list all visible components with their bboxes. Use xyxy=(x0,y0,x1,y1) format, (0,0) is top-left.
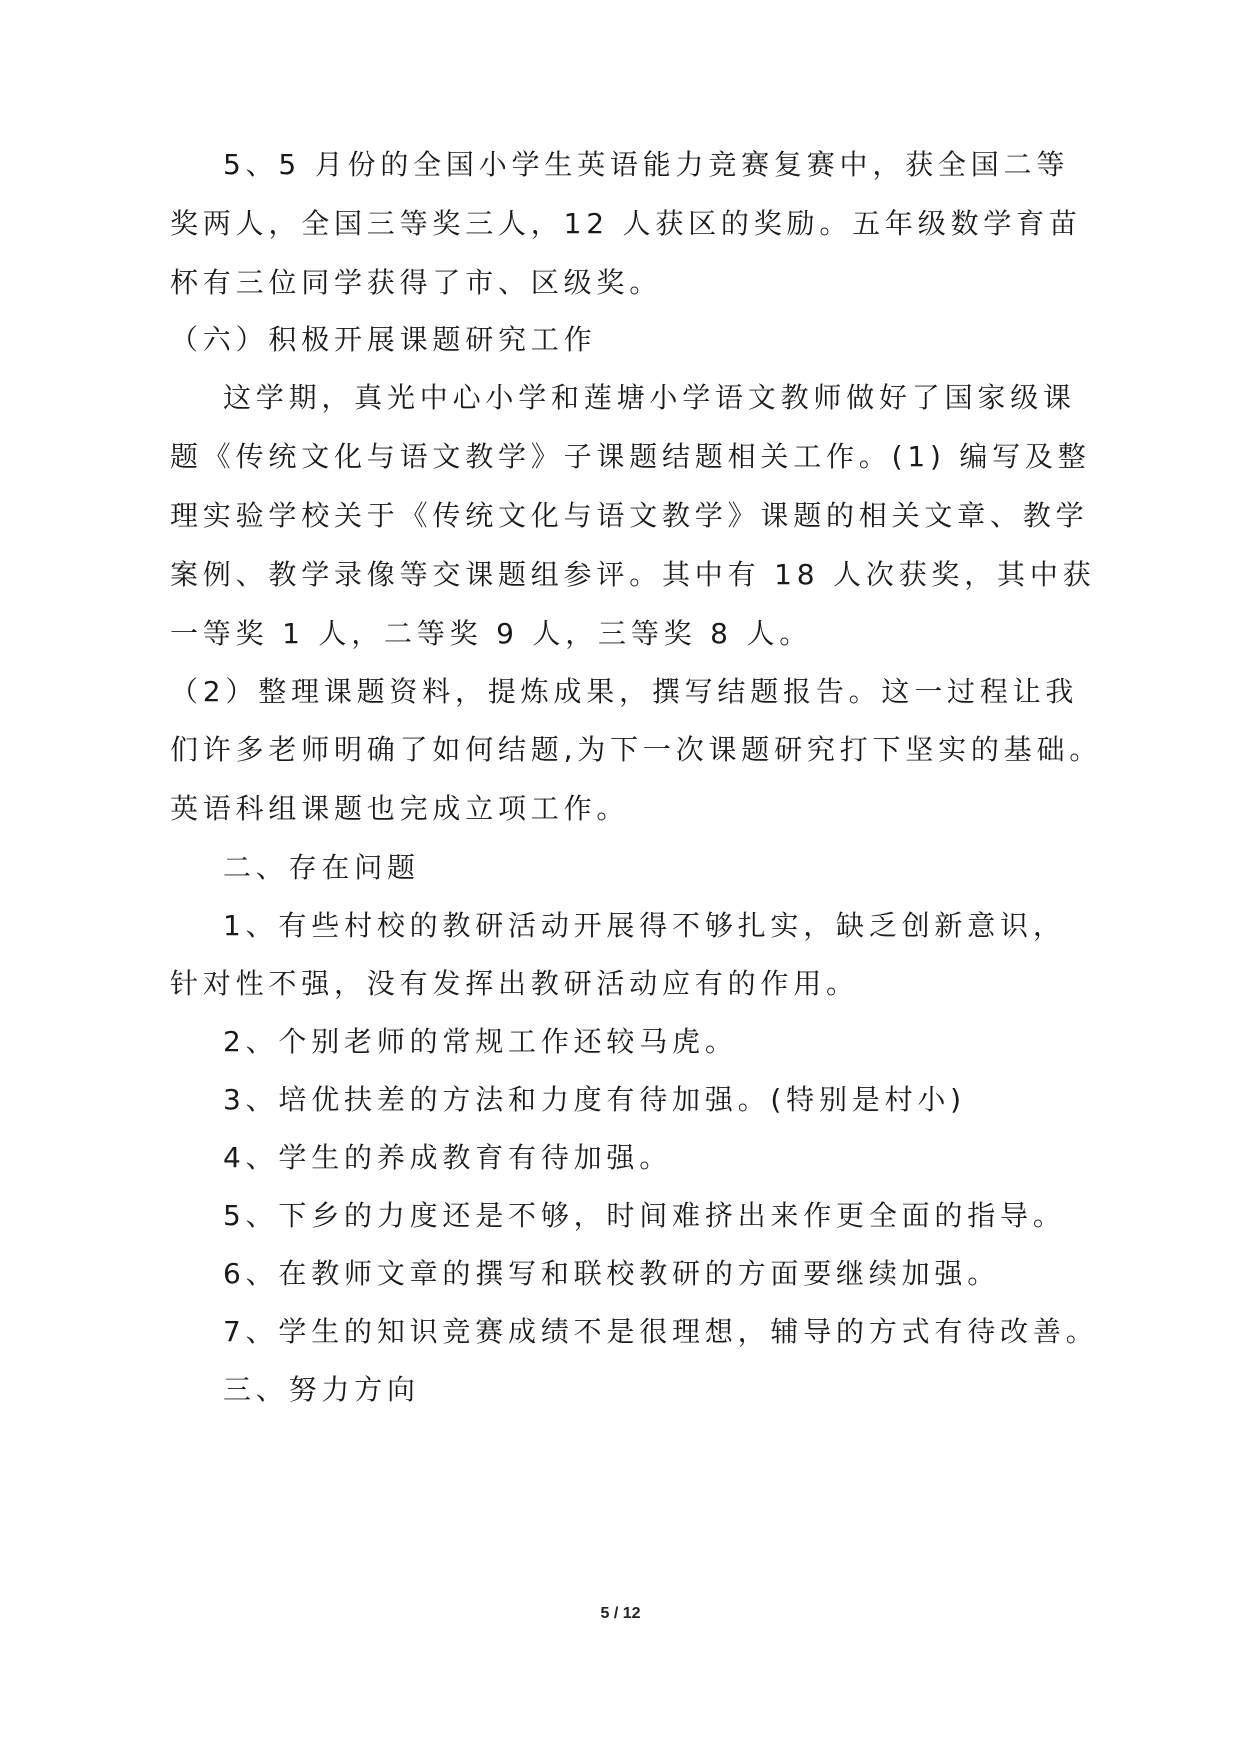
list-item: 1、有些村校的教研活动开展得不够扎实，缺乏创新意识， xyxy=(223,909,1066,942)
list-item: 7、学生的知识竞赛成绩不是很理想，辅导的方式有待改善。 xyxy=(223,1315,1099,1348)
list-item: 3、培优扶差的方法和力度有待加强。(特别是村小) xyxy=(223,1083,966,1116)
list-item: 5、下乡的力度还是不够，时间难挤出来作更全面的指导。 xyxy=(223,1199,1066,1232)
paragraph-line: 这学期，真光中心小学和莲塘小学语文教师做好了国家级课 xyxy=(223,381,1076,414)
list-item: 4、学生的养成教育有待加强。 xyxy=(223,1141,673,1174)
section-heading: 三、努力方向 xyxy=(223,1373,420,1406)
list-item: 2、个别老师的常规工作还较马虎。 xyxy=(223,1025,738,1058)
paragraph-line: （2）整理课题资料，提炼成果，撰写结题报告。这一过程让我 xyxy=(170,675,1079,708)
section-heading: （六）积极开展课题研究工作 xyxy=(170,323,597,356)
paragraph-line: 英语科组课题也完成立项工作。 xyxy=(170,792,630,825)
paragraph-line: 理实验学校关于《传统文化与语文教学》课题的相关文章、教学 xyxy=(170,499,1089,532)
section-heading: 二、存在问题 xyxy=(223,851,420,884)
paragraph-line: 题《传统文化与语文教学》子课题结题相关工作。(1) 编写及整 xyxy=(170,440,1091,473)
paragraph-line: 一等奖 1 人，二等奖 9 人，三等奖 8 人。 xyxy=(170,617,813,650)
paragraph-line: 案例、教学录像等交课题组参评。其中有 18 人次获奖，其中获 xyxy=(170,558,1096,591)
paragraph-line: 们许多老师明确了如何结题,为下一次课题研究打下坚实的基础。 xyxy=(170,733,1103,766)
paragraph-line: 杯有三位同学获得了市、区级奖。 xyxy=(170,266,663,299)
paragraph-line: 5、5 月份的全国小学生英语能力竞赛复赛中，获全国二等 xyxy=(223,148,1070,181)
list-item-continuation: 针对性不强，没有发挥出教研活动应有的作用。 xyxy=(170,967,859,1000)
paragraph-line: 奖两人，全国三等奖三人，12 人获区的奖励。五年级数学育苗 xyxy=(170,207,1082,240)
page-number: 5 / 12 xyxy=(600,1605,641,1622)
list-item: 6、在教师文章的撰写和联校教研的方面要继续加强。 xyxy=(223,1257,1001,1290)
